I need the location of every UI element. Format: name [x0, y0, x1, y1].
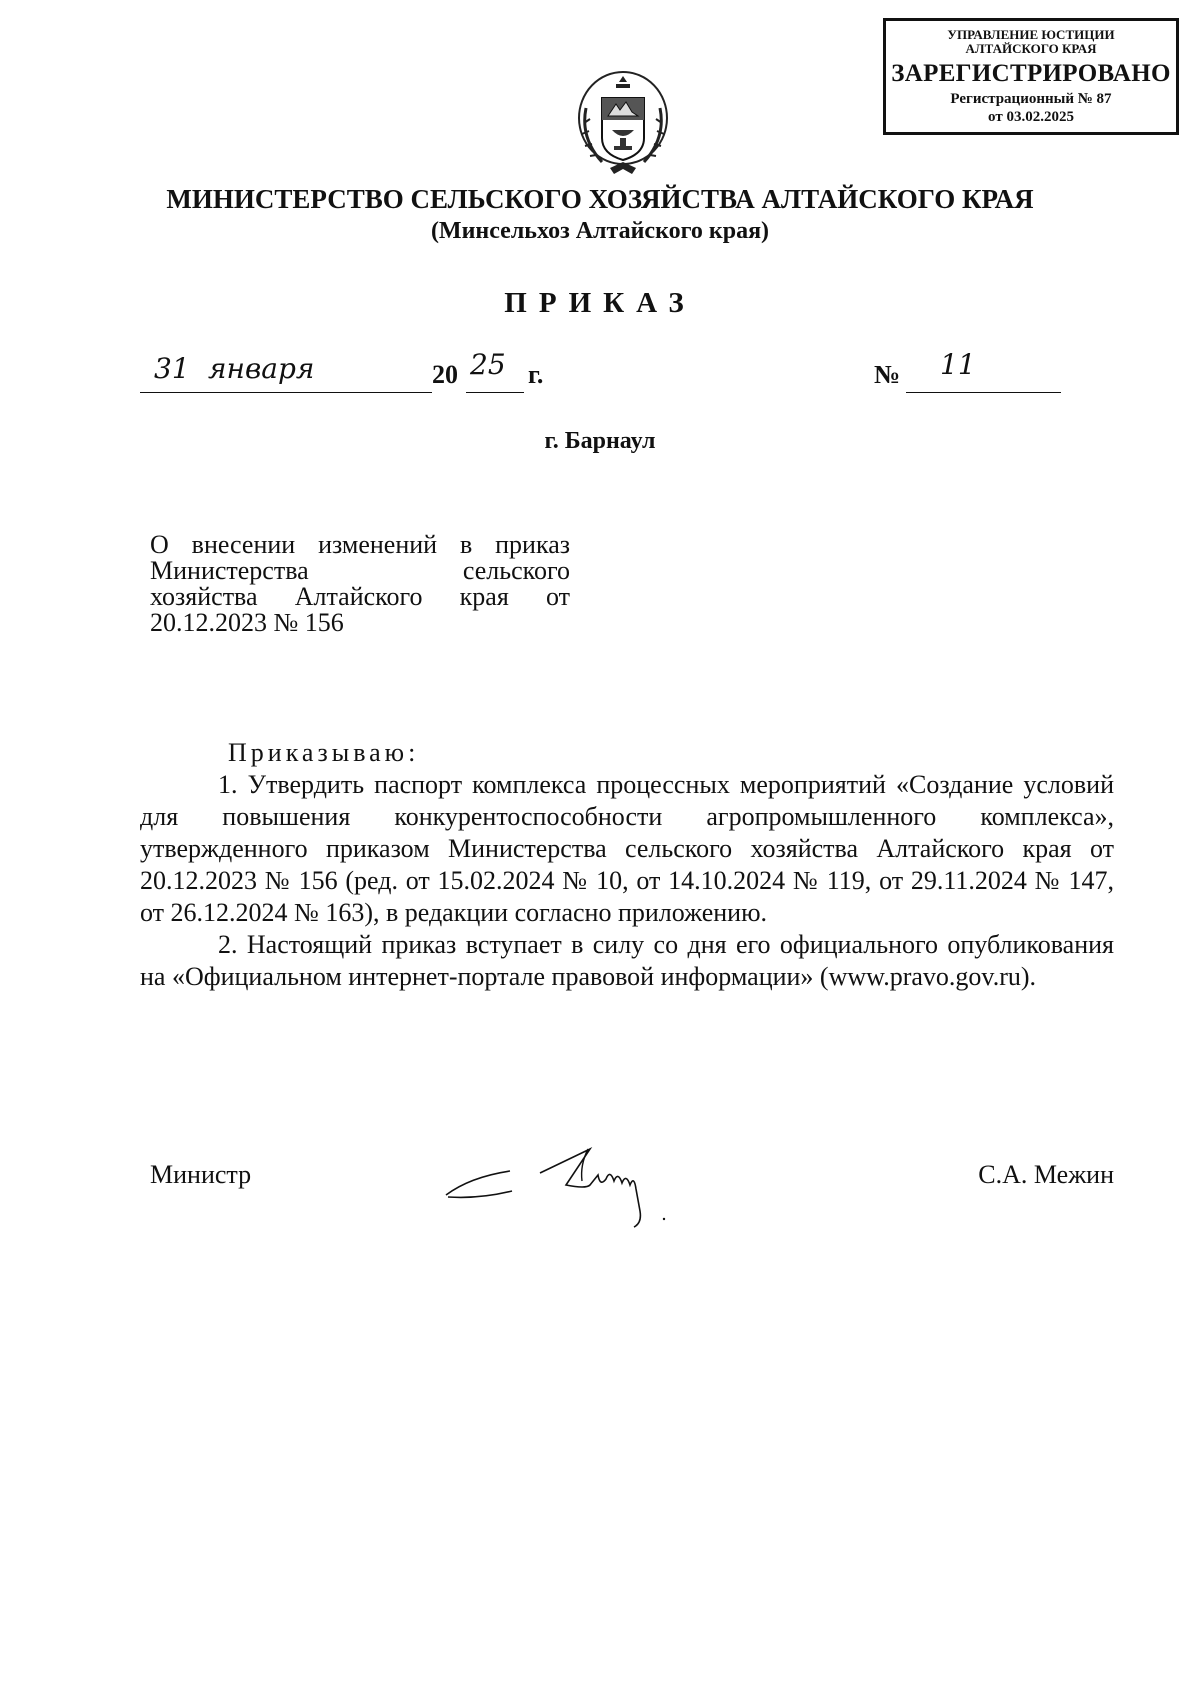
- number-sign: №: [874, 360, 901, 389]
- date-day: 31: [154, 352, 190, 385]
- stamp-line-1: УПРАВЛЕНИЕ ЮСТИЦИИ: [947, 27, 1115, 42]
- subject-block: [150, 532, 570, 636]
- coat-of-arms-icon: [572, 68, 674, 180]
- year-marker: г.: [528, 360, 544, 389]
- order-word: Приказываю:: [228, 738, 420, 767]
- year-underline: [466, 392, 524, 393]
- registration-stamp: [883, 18, 1179, 135]
- paragraph-1: 1. Утвердить паспорт комплекса процессных мероприятий «Создание условий для повышения конкурентоспособности агропромышленного комплекса», утвержденного приказом Министерства сельского хозяйства Алтайского края от 20.12.2023 № 156 (ред. от 15.02.2024 № 10, от 14.10.2024 № 119, от 29.11.2024 № 147, от 26.12.2024 № 163), в редакции согласно приложению.: [140, 770, 1114, 927]
- order-body: [140, 737, 1114, 993]
- subject-line: О внесении изменений в приказ: [150, 530, 570, 559]
- stamp-line-2: АЛТАЙСКОГО КРАЯ: [965, 41, 1097, 56]
- subject-line: 20.12.2023 № 156: [150, 608, 344, 637]
- document-type: ПРИКАЗ: [504, 287, 696, 319]
- city: г. Барнаул: [544, 428, 656, 454]
- year-prefix: 20: [432, 360, 458, 389]
- subject-line: хозяйства Алтайского края от: [150, 582, 570, 611]
- paragraph-2: 2. Настоящий приказ вступает в силу со дня его официального опубликования на «Официальном интернет-портале правовой информации» (www.pravo.gov.ru).: [140, 930, 1114, 991]
- signatory-title: Министр: [150, 1160, 252, 1189]
- stamp-reg-date: от 03.02.2025: [988, 109, 1074, 125]
- stamp-status: ЗАРЕГИСТРИРОВАНО: [891, 60, 1171, 87]
- date-number-line: [140, 344, 1060, 404]
- stamp-reg-number: Регистрационный № 87: [950, 91, 1112, 107]
- order-number: 11: [940, 348, 976, 381]
- year-suffix: 25: [470, 348, 506, 381]
- handwritten-signature: [440, 1115, 740, 1235]
- ministry-short-title: (Минсельхоз Алтайского края): [430, 218, 770, 244]
- subject-line: Министерства сельского: [150, 556, 570, 585]
- date-underline: [140, 392, 432, 393]
- number-underline: [906, 392, 1061, 393]
- date-month: января: [208, 352, 315, 385]
- ministry-title: МИНИСТЕРСТВО СЕЛЬСКОГО ХОЗЯЙСТВА АЛТАЙСКОГО КРАЯ: [166, 184, 1034, 214]
- signatory-name: С.А. Межин: [978, 1160, 1114, 1189]
